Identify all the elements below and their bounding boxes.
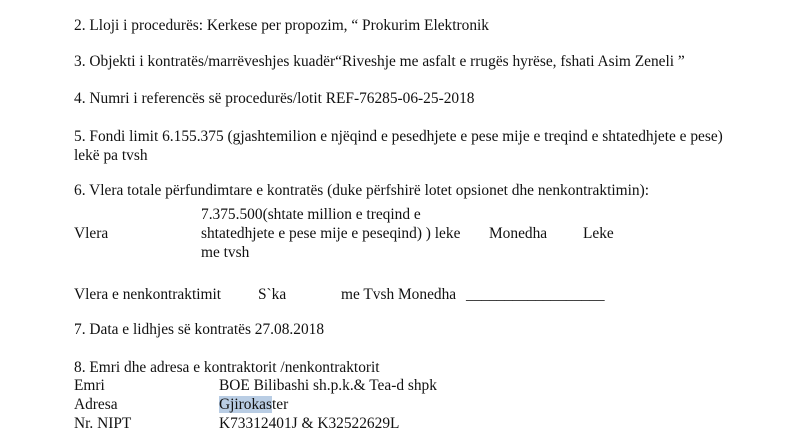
vlera-currency-label: Monedha xyxy=(489,225,548,242)
subcontract-value: S`ka xyxy=(258,286,287,303)
subcontract-label: Vlera e nenkontraktimit xyxy=(74,286,222,303)
contract-object: 3. Objekti i kontratës/marrëveshjes kuadër“Riveshje me asfalt e rrugës hyrëse, fshati Asim Zeneli ” xyxy=(74,53,685,70)
address-rest: ter xyxy=(272,396,289,413)
limit-fund: 5. Fondi limit 6.155.375 (gjashtemilion e njëqind e pesedhjete e pese mije e treqind e shtatedhjete e pese) lekë pa tvsh xyxy=(74,128,723,164)
contractor-name-value: BOE Bilibashi sh.p.k.& Tea-d shpk xyxy=(219,377,437,394)
total-value-heading: 6. Vlera totale përfundimtare e kontratës (duke përfshirë lotet opsionet dhe nenkontraktimin): xyxy=(74,182,649,199)
contractor-address-value xyxy=(219,396,288,414)
contractor-nipt-label: Nr. NIPT xyxy=(74,415,132,432)
reference-number: 4. Numri i referencës së procedurës/lotit REF-76285-06-25-2018 xyxy=(74,90,475,107)
contractor-address-label: Adresa xyxy=(74,396,118,413)
contractor-nipt-value: K73312401J & K32522629L xyxy=(219,415,400,432)
address-selection-highlight[interactable]: Gjirokas xyxy=(219,396,273,413)
contractor-heading: 8. Emri dhe adresa e kontraktorit /nenkontraktorit xyxy=(74,359,380,376)
contractor-name-label: Emri xyxy=(74,377,105,394)
vlera-currency-value: Leke xyxy=(583,225,614,242)
procedure-type: 2. Lloji i procedurës: Kerkese per propozim, “ Prokurim Elektronik xyxy=(74,17,490,34)
subcontract-blank-line: __________________ xyxy=(466,286,605,303)
vlera-amount-line3: me tvsh xyxy=(201,244,250,261)
subcontract-currency-text: me Tvsh Monedha xyxy=(341,286,457,303)
contract-date: 7. Data e lidhjes së kontratës 27.08.2018 xyxy=(74,321,325,338)
vlera-label: Vlera xyxy=(74,225,109,242)
vlera-amount-line2: shtatedhjete e pese mije e peseqind) ) leke xyxy=(201,225,461,242)
vlera-amount-line1: 7.375.500(shtate million e treqind e xyxy=(201,206,421,223)
